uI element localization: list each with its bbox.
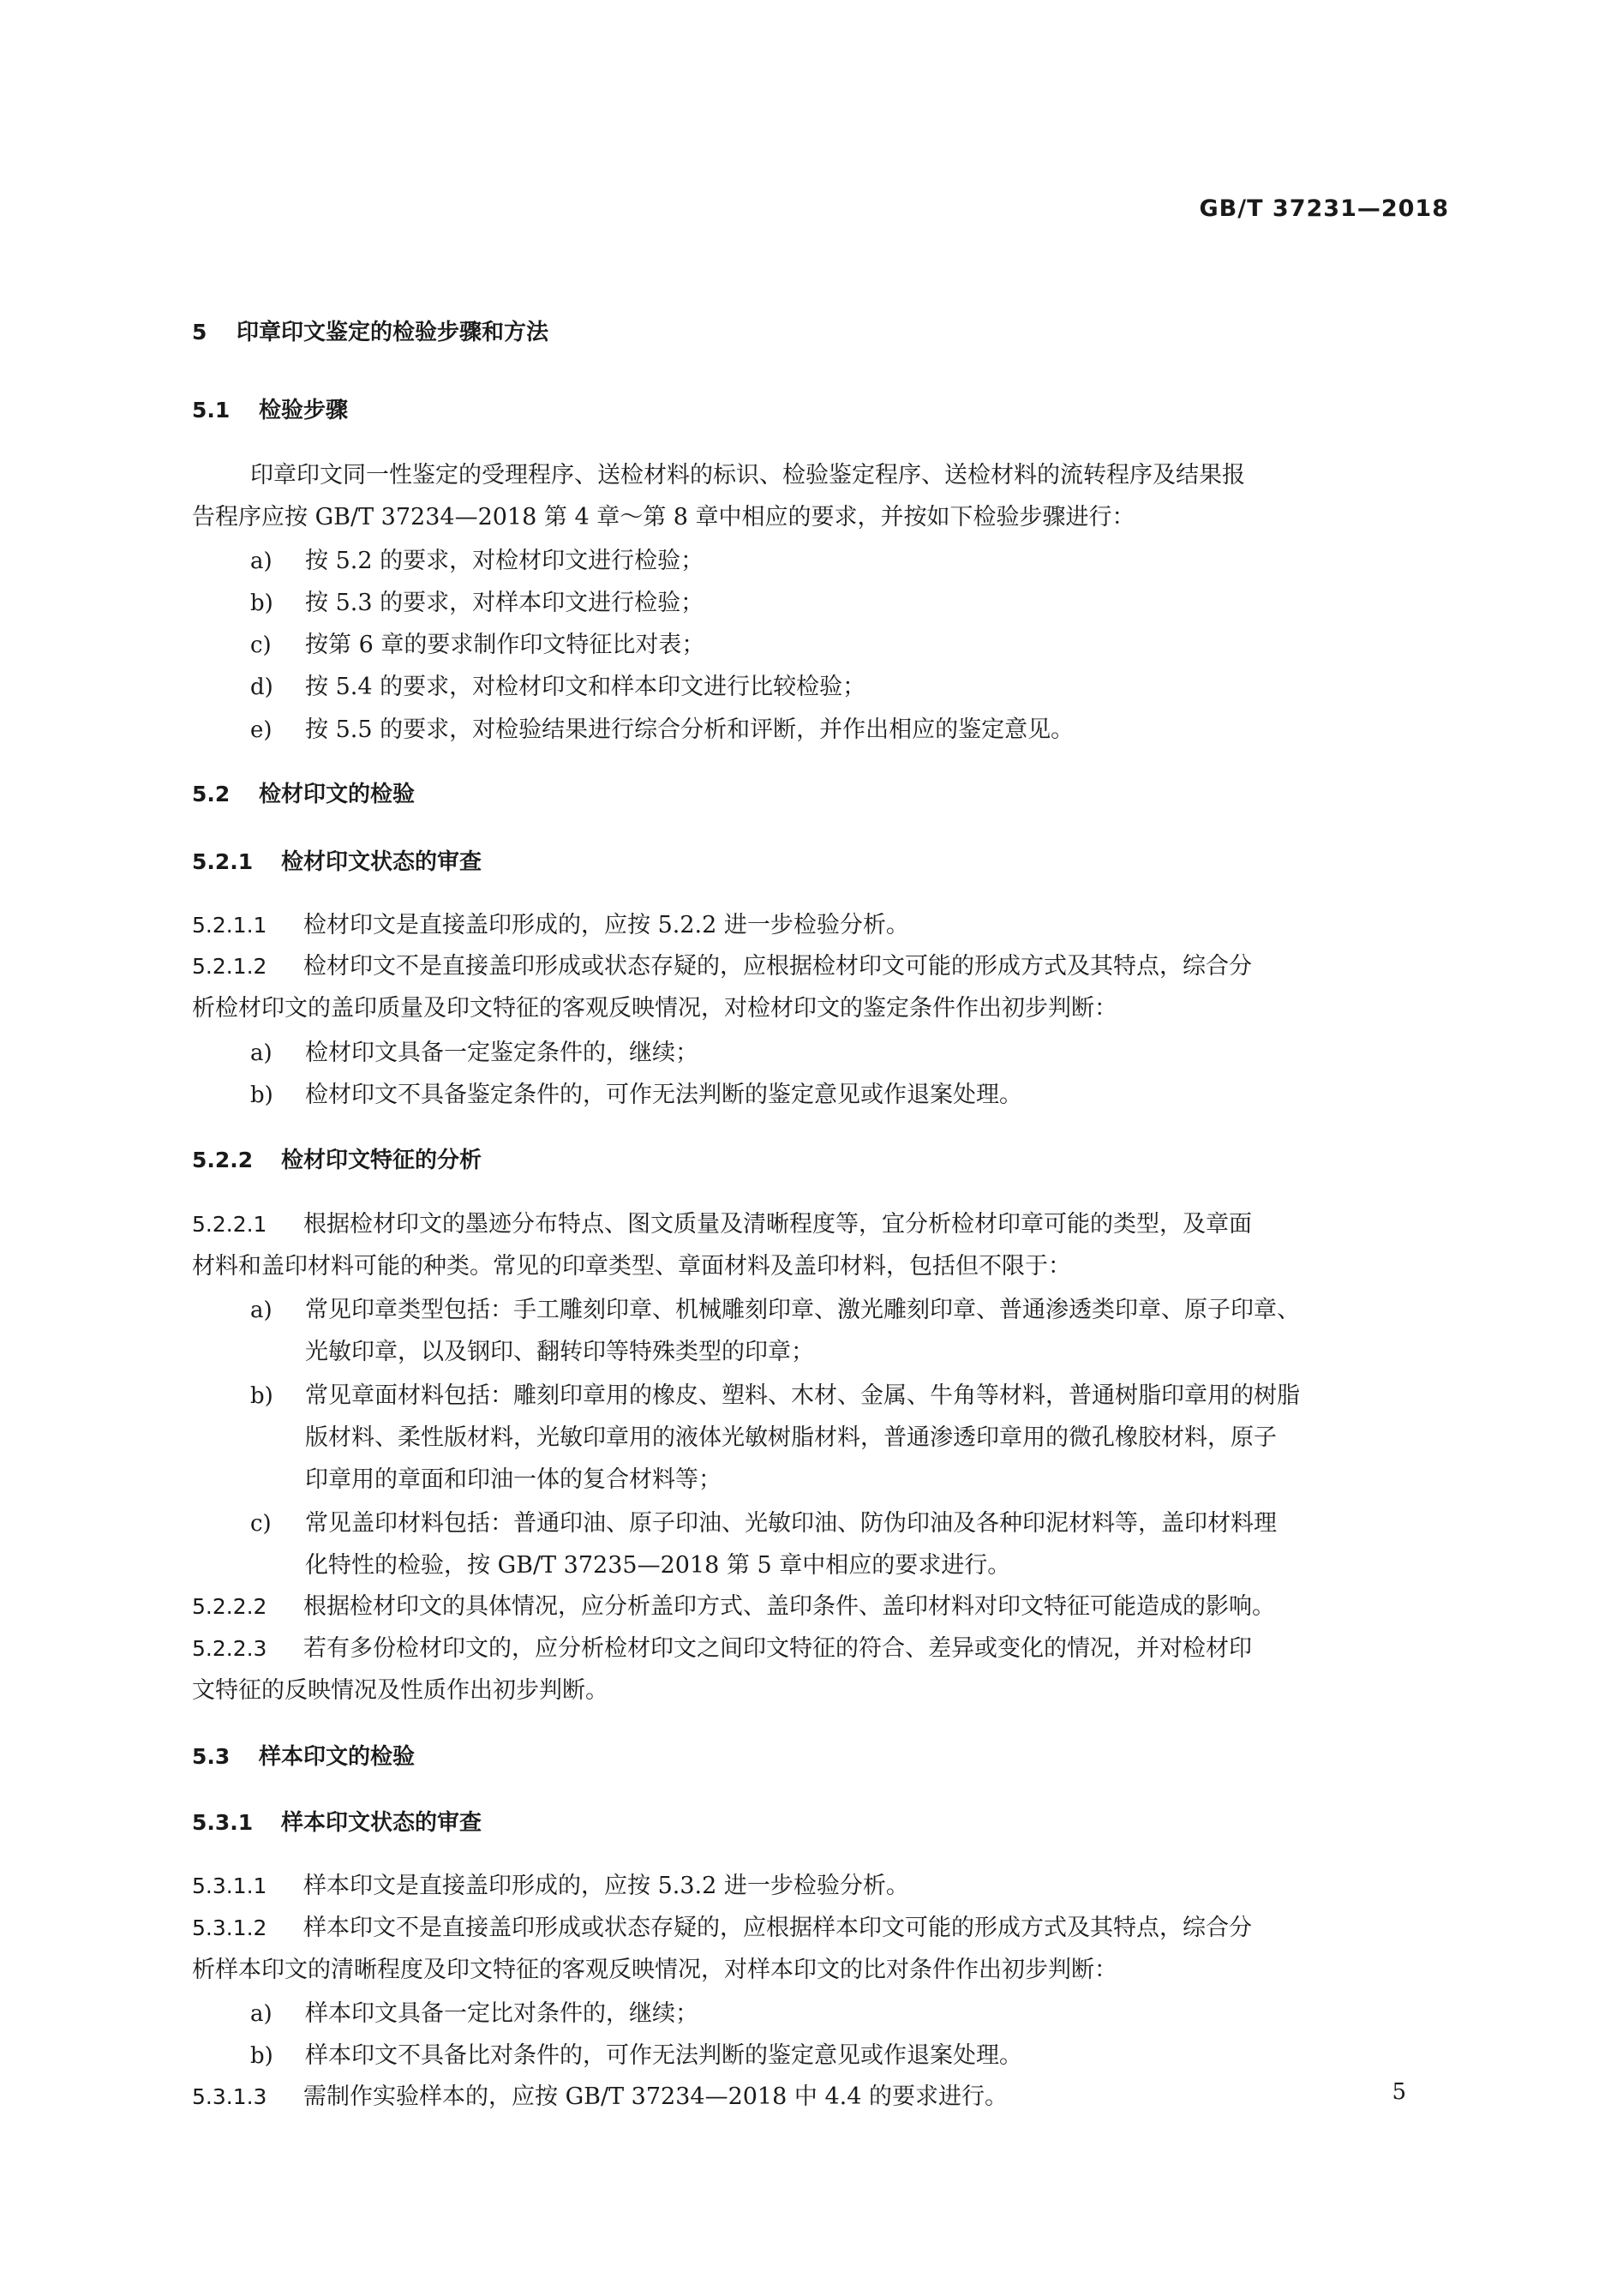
line-text: 检材印文特征的分析 — [281, 1148, 482, 1173]
section-heading — [192, 318, 548, 347]
list-marker: b) — [250, 2043, 273, 2069]
section-heading — [192, 1742, 415, 1771]
line-text: 检材印文具备一定鉴定条件的，继续； — [305, 1040, 698, 1066]
page-number: 5 — [1392, 2079, 1406, 2105]
list-marker: b) — [250, 1082, 273, 1108]
line-text: 样本印文不具备比对条件的，可作无法判断的鉴定意见或作退案处理。 — [305, 2042, 1022, 2069]
clause-number: 5.2.2.1 — [192, 1212, 267, 1237]
clause-line — [192, 1592, 1275, 1622]
list-item — [250, 1296, 1300, 1325]
line-text: 样本印文是直接盖印形成的，应按 5.3.2 进一步检验分析。 — [303, 1873, 909, 1899]
line-text: 按第 6 章的要求制作印文特征比对表； — [305, 632, 705, 658]
line-text: 检验步骤 — [259, 398, 349, 423]
list-marker: d) — [250, 674, 273, 700]
section-heading — [192, 848, 482, 877]
line-text: 样本印文的检验 — [259, 1744, 416, 1770]
line-text: 根据检材印文的具体情况，应分析盖印方式、盖印条件、盖印材料对印文特征可能造成的影响。 — [303, 1593, 1275, 1620]
line-text: 检材印文不具备鉴定条件的，可作无法判断的鉴定意见或作退案处理。 — [305, 1082, 1022, 1108]
clause-number: 5 — [192, 320, 207, 345]
line-text: 析检材印文的盖印质量及印文特征的客观反映情况，对检材印文的鉴定条件作出初步判断： — [192, 995, 1117, 1022]
clause-number: 5.3.1.3 — [192, 2084, 267, 2109]
line-text: 常见章面材料包括：雕刻印章用的橡皮、塑料、木材、金属、牛角等材料，普通树脂印章用的树脂 — [305, 1382, 1300, 1409]
line-text: 按 5.3 的要求，对样本印文进行检验； — [305, 590, 704, 616]
line-text: 材料和盖印材料可能的种类。常见的印章类型、章面材料及盖印材料，包括但不限于： — [192, 1253, 1071, 1280]
list-marker: a) — [250, 549, 272, 574]
clause-number: 5.2.1.2 — [192, 954, 267, 979]
clause-line — [192, 1210, 1252, 1239]
line-text: 印章印文鉴定的检验步骤和方法 — [237, 320, 549, 345]
clause-line — [192, 1634, 1252, 1664]
line-text: 样本印文不是直接盖印形成或状态存疑的，应根据样本印文可能的形成方式及其特点，综合分 — [303, 1915, 1252, 1941]
section-heading — [192, 396, 348, 425]
list-marker: b) — [250, 1383, 273, 1409]
line-text: 检材印文状态的审查 — [281, 849, 482, 875]
clause-line — [192, 1872, 909, 1901]
list-item — [250, 2041, 1022, 2071]
clause-number: 5.2.2 — [192, 1148, 254, 1172]
list-marker: e) — [250, 717, 272, 743]
line-text: 检材印文不是直接盖印形成或状态存疑的，应根据检材印文可能的形成方式及其特点，综合分 — [303, 953, 1252, 980]
line-text: 按 5.2 的要求，对检材印文进行检验； — [305, 548, 704, 574]
clause-line — [192, 911, 909, 940]
list-marker: a) — [250, 1040, 272, 1066]
list-marker: a) — [250, 1298, 272, 1323]
list-marker: a) — [250, 2001, 272, 2027]
line-text: 样本印文状态的审查 — [281, 1810, 482, 1836]
text-line — [305, 1551, 1010, 1580]
text-line — [192, 1252, 1071, 1281]
clause-number: 5.2.2.2 — [192, 1594, 267, 1619]
text-line — [192, 1956, 1117, 1985]
list-item — [250, 1999, 698, 2029]
list-marker: c) — [250, 632, 272, 658]
clause-number: 5.3 — [192, 1744, 231, 1769]
text-line — [305, 1466, 722, 1495]
clause-line — [192, 2083, 1008, 2112]
list-item — [250, 1039, 698, 1068]
text-line — [305, 1424, 1277, 1453]
section-heading — [192, 1146, 482, 1175]
list-item — [250, 631, 704, 660]
line-text: 析样本印文的清晰程度及印文特征的客观反映情况，对样本印文的比对条件作出初步判断： — [192, 1957, 1117, 1983]
line-text: 根据检材印文的墨迹分布特点、图文质量及清晰程度等，宜分析检材印章可能的类型，及章面 — [303, 1211, 1252, 1238]
line-text: 常见印章类型包括：手工雕刻印章、机械雕刻印章、激光雕刻印章、普通渗透类印章、原子印章、 — [305, 1297, 1300, 1323]
line-text: 检材印文的检验 — [259, 782, 416, 807]
clause-number: 5.1 — [192, 398, 231, 423]
section-heading — [192, 780, 415, 809]
clause-number: 5.3.1.2 — [192, 1915, 267, 1940]
standard-code: GB/T 37231—2018 — [1199, 195, 1449, 222]
clause-number: 5.3.1.1 — [192, 1873, 267, 1898]
list-item — [250, 716, 1074, 745]
line-text: 需制作实验样本的，应按 GB/T 37234—2018 中 4.4 的要求进行。 — [303, 2083, 1008, 2110]
clause-number: 5.2 — [192, 782, 231, 806]
text-line — [192, 994, 1117, 1023]
list-item — [250, 1509, 1277, 1538]
text-line — [192, 1676, 608, 1706]
line-text: 常见盖印材料包括：普通印油、原子印油、光敏印油、防伪印油及各种印泥材料等，盖印材料理 — [305, 1510, 1277, 1537]
line-text: 告程序应按 GB/T 37234—2018 第 4 章～第 8 章中相应的要求，并按如下检验步骤进行： — [192, 504, 1135, 531]
line-text: 印章印文同一性鉴定的受理程序、送检材料的标识、检验鉴定程序、送检材料的流转程序及结果报 — [250, 462, 1245, 489]
line-text: 按 5.5 的要求，对检验结果进行综合分析和评断，并作出相应的鉴定意见。 — [305, 716, 1075, 743]
section-heading — [192, 1808, 482, 1837]
clause-number: 5.2.1.1 — [192, 913, 267, 938]
text-line — [250, 461, 1245, 490]
line-text: 样本印文具备一定比对条件的，继续； — [305, 2000, 698, 2027]
list-marker: b) — [250, 590, 273, 616]
line-text: 印章用的章面和印油一体的复合材料等； — [305, 1466, 722, 1493]
line-text: 检材印文是直接盖印形成的，应按 5.2.2 进一步检验分析。 — [303, 912, 909, 938]
clause-number: 5.2.1 — [192, 849, 254, 874]
line-text: 按 5.4 的要求，对检材印文和样本印文进行比较检验； — [305, 674, 866, 700]
clause-line — [192, 1914, 1252, 1943]
text-line — [305, 1338, 814, 1367]
list-marker: c) — [250, 1511, 272, 1537]
line-text: 光敏印章，以及钢印、翻转印等特殊类型的印章； — [305, 1339, 814, 1365]
list-item — [250, 673, 865, 702]
line-text: 文特征的反映情况及性质作出初步判断。 — [192, 1677, 608, 1704]
line-text: 版材料、柔性版材料，光敏印章用的液体光敏树脂材料，普通渗透印章用的微孔橡胶材料，原子 — [305, 1424, 1277, 1451]
line-text: 若有多份检材印文的，应分析检材印文之间印文特征的符合、差异或变化的情况，并对检材印 — [303, 1635, 1252, 1662]
list-item — [250, 547, 704, 576]
clause-number: 5.3.1 — [192, 1810, 254, 1835]
list-item — [250, 1382, 1300, 1411]
clause-number: 5.2.2.3 — [192, 1636, 267, 1661]
list-item — [250, 589, 704, 618]
clause-line — [192, 952, 1252, 981]
line-text: 化特性的检验，按 GB/T 37235—2018 第 5 章中相应的要求进行。 — [305, 1552, 1011, 1579]
list-item — [250, 1081, 1022, 1110]
text-line — [192, 503, 1135, 532]
